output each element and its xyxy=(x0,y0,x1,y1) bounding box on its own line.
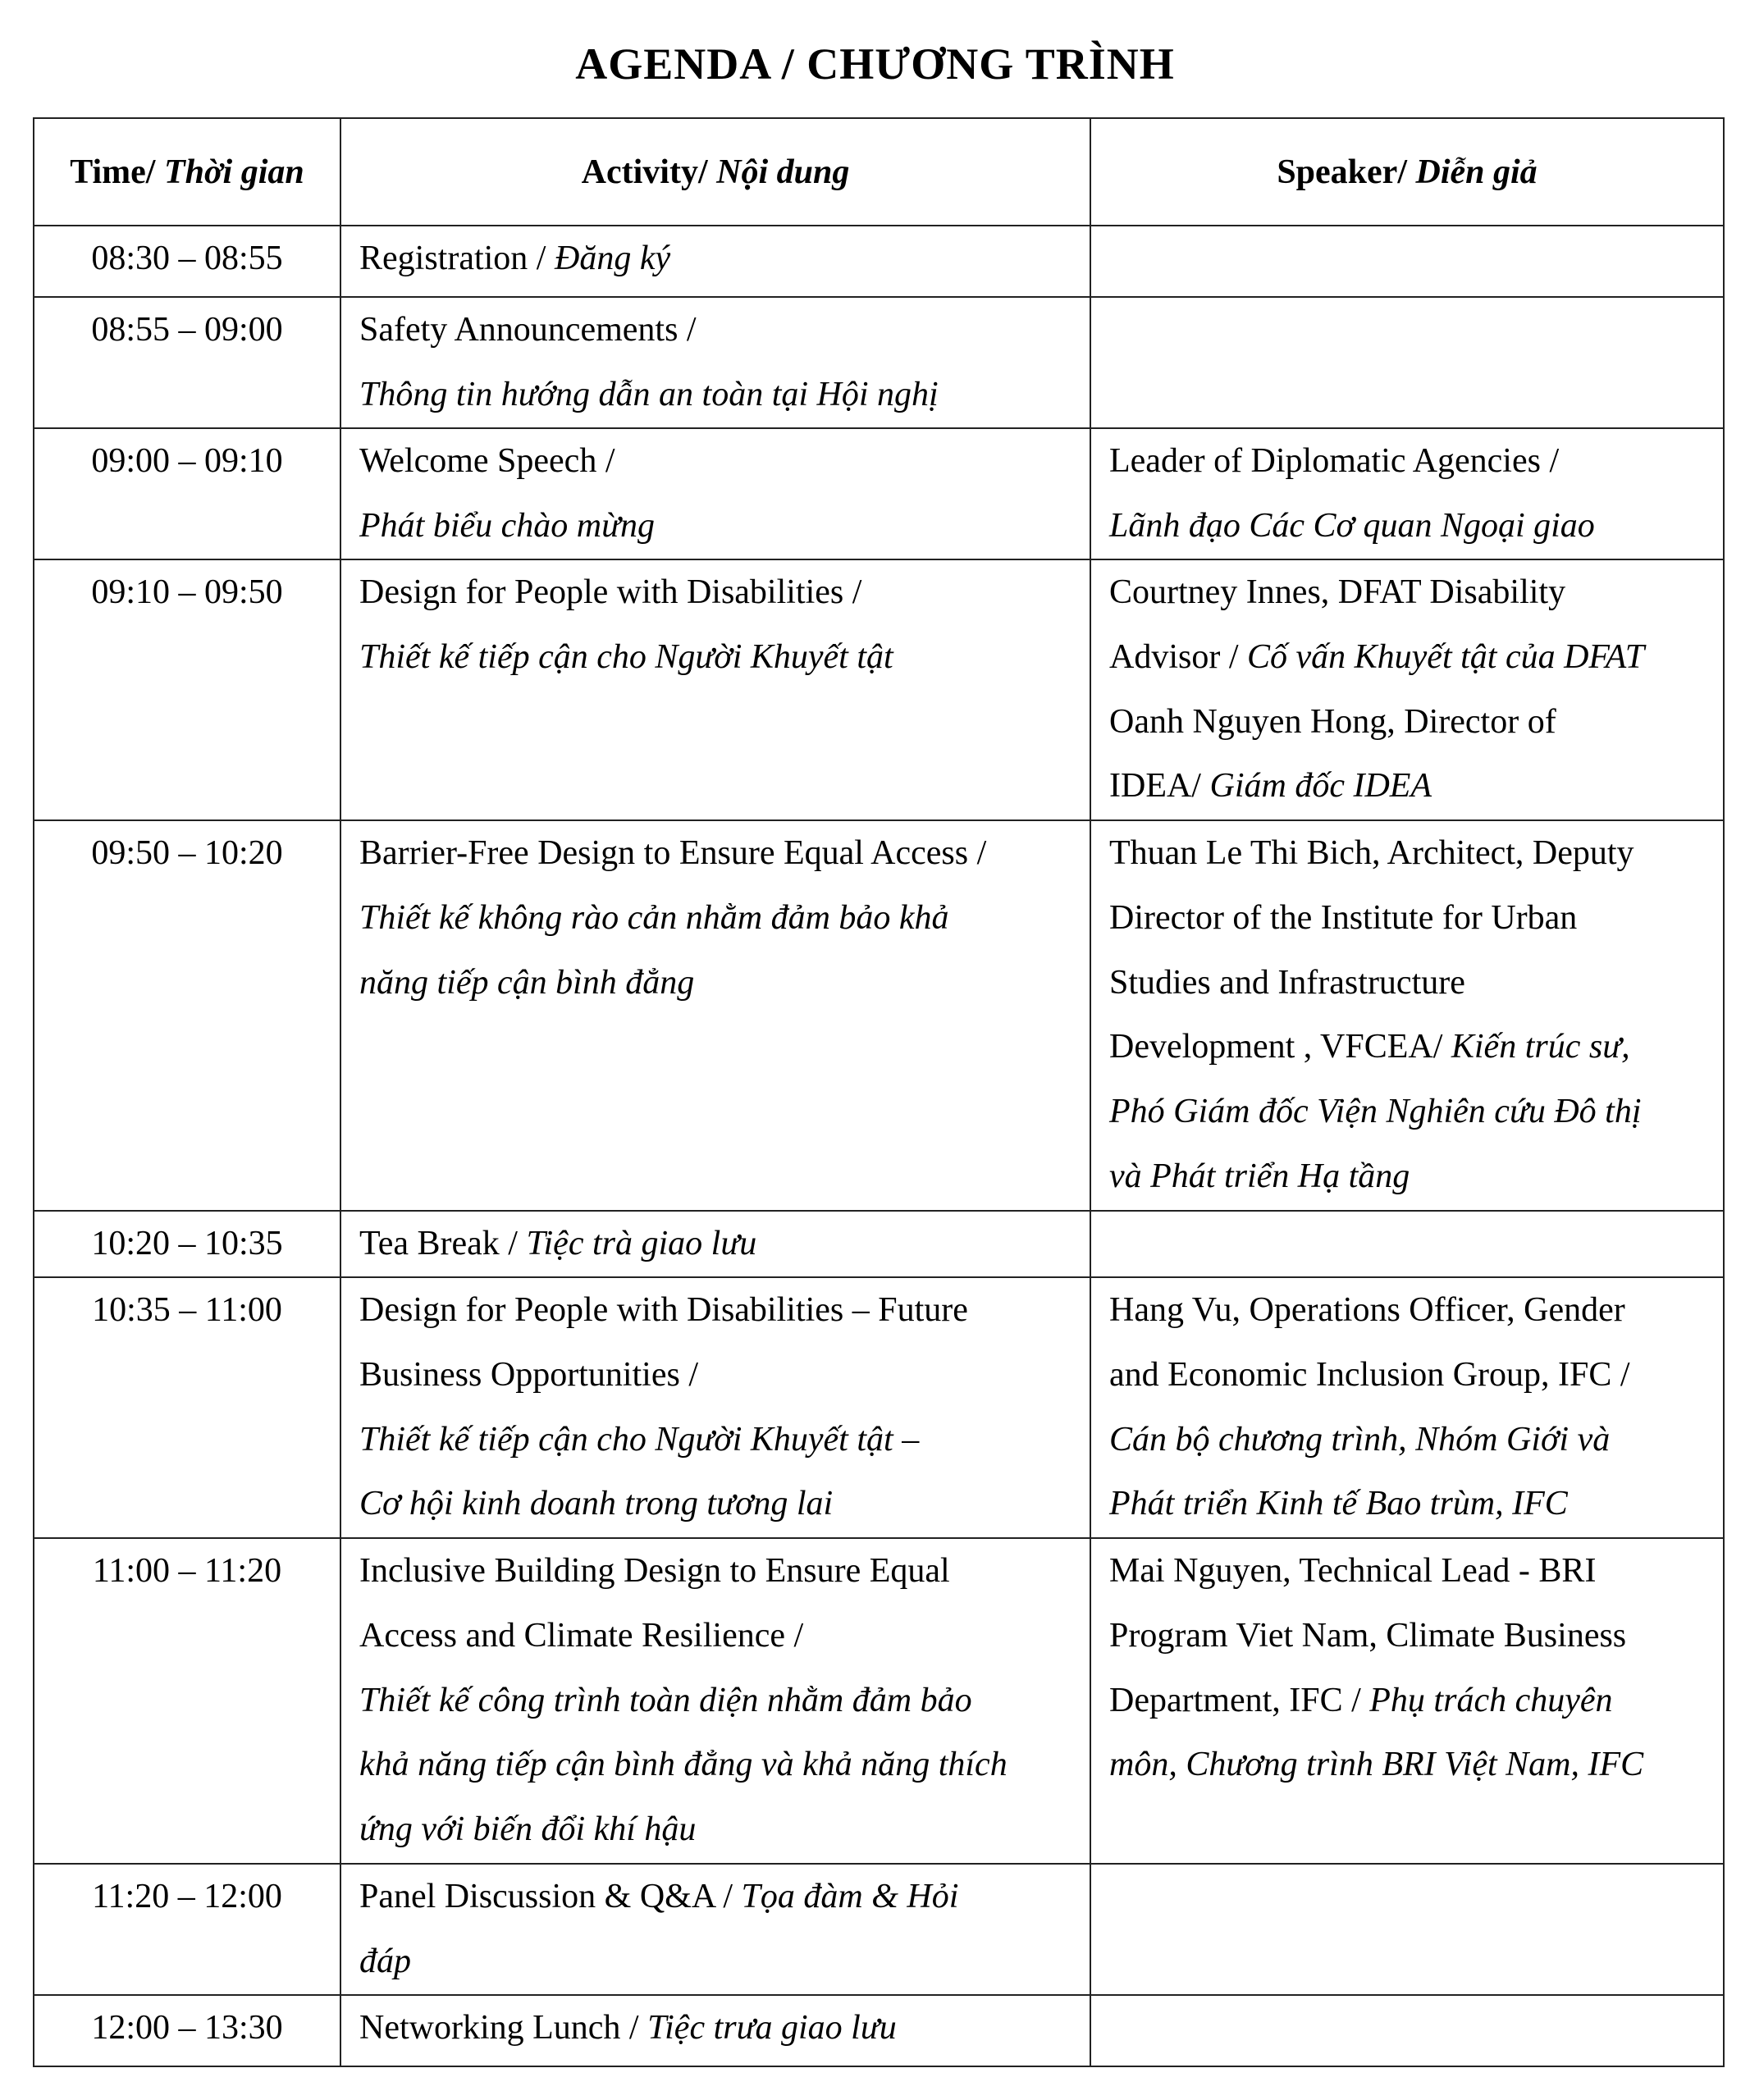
activity-vi: Thiết kế không rào cản nhằm đảm bảo khả năng tiếp cận bình đẳng xyxy=(359,898,949,1002)
speaker-cell xyxy=(1090,1864,1724,1995)
activity-cell xyxy=(340,1538,1090,1864)
header-time-vi: Thời gian xyxy=(163,153,304,191)
activity-en: Panel Discussion & Q&A / xyxy=(359,1878,742,1915)
activity-en: Design for People with Disabilities – Future Business Opportunities / xyxy=(359,1291,968,1394)
table-row xyxy=(34,820,1724,1211)
speaker-cell xyxy=(1090,1211,1724,1277)
header-time-en: Time/ xyxy=(70,153,164,191)
table-row xyxy=(34,226,1724,297)
header-speaker xyxy=(1090,118,1724,226)
table-row xyxy=(34,1864,1724,1995)
activity-cell xyxy=(340,1277,1090,1538)
time-cell: 08:30 – 08:55 xyxy=(34,226,340,297)
time-cell: 10:35 – 11:00 xyxy=(34,1277,340,1538)
activity-en: Safety Announcements / xyxy=(359,311,697,349)
speaker-cell xyxy=(1090,226,1724,297)
activity-en: Design for People with Disabilities / xyxy=(359,573,862,611)
activity-vi: Đăng ký xyxy=(554,240,671,277)
table-row xyxy=(34,428,1724,559)
activity-cell xyxy=(340,226,1090,297)
agenda-table xyxy=(33,117,1725,2067)
activity-en: Tea Break / xyxy=(359,1225,527,1262)
speaker-vi-2: Giám đốc IDEA xyxy=(1209,767,1432,806)
header-activity-vi: Nội dung xyxy=(716,153,850,191)
activity-cell xyxy=(340,1995,1090,2066)
header-speaker-vi: Diễn giả xyxy=(1415,153,1538,191)
table-row xyxy=(34,559,1724,820)
table-row xyxy=(34,1211,1724,1277)
activity-vi: Thông tin hướng dẫn an toàn tại Hội nghị xyxy=(359,375,939,413)
speaker-en: Courtney Innes, DFAT Disability Advisor / xyxy=(1109,573,1566,676)
speaker-en: Leader of Diplomatic Agencies / xyxy=(1109,442,1560,480)
time-cell: 11:20 – 12:00 xyxy=(34,1864,340,1995)
activity-cell xyxy=(340,1864,1090,1995)
time-cell: 09:00 – 09:10 xyxy=(34,428,340,559)
activity-vi: Tọa đàm & Hỏi đáp xyxy=(359,1878,959,1980)
activity-cell xyxy=(340,297,1090,428)
activity-cell xyxy=(340,559,1090,820)
speaker-vi: Kiến trúc sư, Phó Giám đốc Viện Nghiên cứu Đô thị và Phát triển Hạ tầng xyxy=(1109,1028,1642,1195)
speaker-cell xyxy=(1090,1538,1724,1864)
page-title: AGENDA / CHƯƠNG TRÌNH xyxy=(575,39,1175,89)
speaker-vi: Cán bộ chương trình, Nhóm Giới và Phát triển Kinh tế Bao trùm, IFC xyxy=(1109,1420,1611,1523)
activity-vi: Phát biểu chào mừng xyxy=(359,506,656,545)
activity-vi: Tiệc trà giao lưu xyxy=(526,1225,757,1262)
activity-en: Networking Lunch / xyxy=(359,2009,648,2047)
speaker-cell xyxy=(1090,1995,1724,2066)
table-row xyxy=(34,1277,1724,1538)
header-speaker-en: Speaker/ xyxy=(1277,153,1416,191)
activity-cell xyxy=(340,820,1090,1211)
time-cell: 09:10 – 09:50 xyxy=(34,559,340,820)
activity-vi: Thiết kế công trình toàn diện nhằm đảm bảo khả năng tiếp cận bình đẳng và khả năng thích ứng với biến đổi khí hậu xyxy=(359,1681,1008,1849)
speaker-en-2: Oanh Nguyen Hong, Director of IDEA/ xyxy=(1109,702,1556,806)
activity-en: Registration / xyxy=(359,240,555,277)
time-cell: 08:55 – 09:00 xyxy=(34,297,340,428)
table-row xyxy=(34,297,1724,428)
activity-en: Welcome Speech / xyxy=(359,442,615,480)
speaker-vi: Cố vấn Khuyết tật của DFAT xyxy=(1247,637,1645,676)
speaker-vi: Lãnh đạo Các Cơ quan Ngoại giao xyxy=(1109,506,1595,545)
speaker-cell xyxy=(1090,559,1724,820)
time-cell: 10:20 – 10:35 xyxy=(34,1211,340,1277)
activity-en: Barrier-Free Design to Ensure Equal Access / xyxy=(359,834,987,872)
time-cell: 12:00 – 13:30 xyxy=(34,1995,340,2066)
activity-vi: Thiết kế tiếp cận cho Người Khuyết tật xyxy=(359,637,893,676)
activity-en: Inclusive Building Design to Ensure Equal Access and Climate Resilience / xyxy=(359,1552,950,1655)
table-row xyxy=(34,1538,1724,1864)
time-cell: 11:00 – 11:20 xyxy=(34,1538,340,1864)
header-activity-en: Activity/ xyxy=(581,153,717,191)
activity-vi: Tiệc trưa giao lưu xyxy=(647,2009,897,2047)
speaker-cell xyxy=(1090,820,1724,1211)
speaker-en: Mai Nguyen, Technical Lead - BRI Program Viet Nam, Climate Business Department, IFC / xyxy=(1109,1552,1627,1719)
header-activity xyxy=(340,118,1090,226)
speaker-en: Hang Vu, Operations Officer, Gender and Economic Inclusion Group, IFC / xyxy=(1109,1291,1630,1394)
speaker-cell xyxy=(1090,297,1724,428)
activity-cell xyxy=(340,428,1090,559)
speaker-cell xyxy=(1090,428,1724,559)
header-time xyxy=(34,118,340,226)
table-header-row xyxy=(34,118,1724,226)
speaker-en: Thuan Le Thi Bich, Architect, Deputy Director of the Institute for Urban Studies and Infrastructure Development , VFCEA/ xyxy=(1109,834,1634,1066)
activity-cell xyxy=(340,1211,1090,1277)
time-cell: 09:50 – 10:20 xyxy=(34,820,340,1211)
activity-vi: Thiết kế tiếp cận cho Người Khuyết tật – Cơ hội kinh doanh trong tương lai xyxy=(359,1420,920,1523)
table-row xyxy=(34,1995,1724,2066)
speaker-vi: Phụ trách chuyên môn, Chương trình BRI Việt Nam, IFC xyxy=(1109,1681,1644,1784)
speaker-cell xyxy=(1090,1277,1724,1538)
